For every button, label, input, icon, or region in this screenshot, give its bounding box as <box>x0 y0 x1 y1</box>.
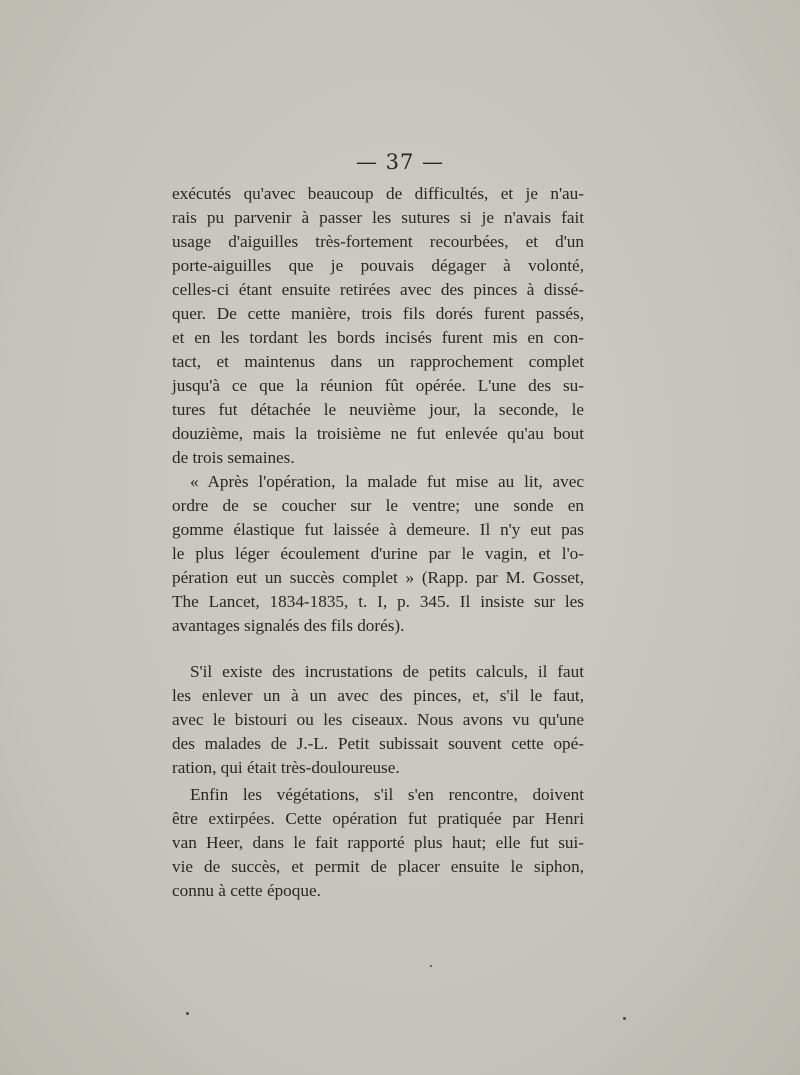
text-line: être extirpées. Cette opération fut pratiquée par Henri <box>172 809 584 828</box>
text-line: porte-aiguilles que je pouvais dégager à volonté, <box>172 256 584 275</box>
paper-speck <box>186 1012 189 1015</box>
paper-speck <box>430 965 432 967</box>
text-line: gomme élastique fut laissée à demeure. Il n'y eut pas <box>172 520 584 539</box>
text-line: connu à cette époque. <box>172 881 321 900</box>
text-line: van Heer, dans le fait rapporté plus haut; elle fut sui- <box>172 833 584 852</box>
text-line: rais pu parvenir à passer les sutures si je n'avais fait <box>172 208 584 227</box>
text-line: tact, et maintenus dans un rapprochement complet <box>172 352 584 371</box>
text-line: quer. De cette manière, trois fils dorés furent passés, <box>172 304 584 323</box>
text-line: ration, qui était très-douloureuse. <box>172 758 400 777</box>
text-line: avantages signalés des fils dorés). <box>172 616 405 635</box>
text-line: « Après l'opération, la malade fut mise au lit, avec <box>190 472 584 491</box>
text-line: ordre de se coucher sur le ventre; une sonde en <box>172 496 584 515</box>
text-line: vie de succès, et permit de placer ensuite le siphon, <box>172 857 584 876</box>
text-line: le plus léger écoulement d'urine par le vagin, et l'o- <box>172 544 584 563</box>
text-line: S'il existe des incrustations de petits calculs, il faut <box>190 662 584 681</box>
page-number: — 37 — <box>355 150 445 174</box>
text-line: de trois semaines. <box>172 448 295 467</box>
text-line: jusqu'à ce que la réunion fût opérée. L'une des su- <box>172 376 584 395</box>
text-line: des malades de J.-L. Petit subissait souvent cette opé- <box>172 734 584 753</box>
paper-speck <box>623 1017 626 1020</box>
text-line: Enfin les végétations, s'il s'en rencontre, doivent <box>190 785 584 804</box>
text-line: usage d'aiguilles très-fortement recourbées, et d'un <box>172 232 584 251</box>
text-line: celles-ci étant ensuite retirées avec des pinces à dissé- <box>172 280 584 299</box>
text-line: tures fut détachée le neuvième jour, la seconde, le <box>172 400 584 419</box>
text-line: avec le bistouri ou les ciseaux. Nous avons vu qu'une <box>172 710 584 729</box>
text-line: pération eut un succès complet » (Rapp. par M. Gosset, <box>172 568 584 587</box>
text-line: douzième, mais la troisième ne fut enlevée qu'au bout <box>172 424 584 443</box>
text-line: et en les tordant les bords incisés furent mis en con- <box>172 328 584 347</box>
text-line: exécutés qu'avec beaucoup de difficultés, et je n'au- <box>172 184 584 203</box>
text-line: les enlever un à un avec des pinces, et, s'il le faut, <box>172 686 584 705</box>
text-line: The Lancet, 1834-1835, t. I, p. 345. Il insiste sur les <box>172 592 584 611</box>
